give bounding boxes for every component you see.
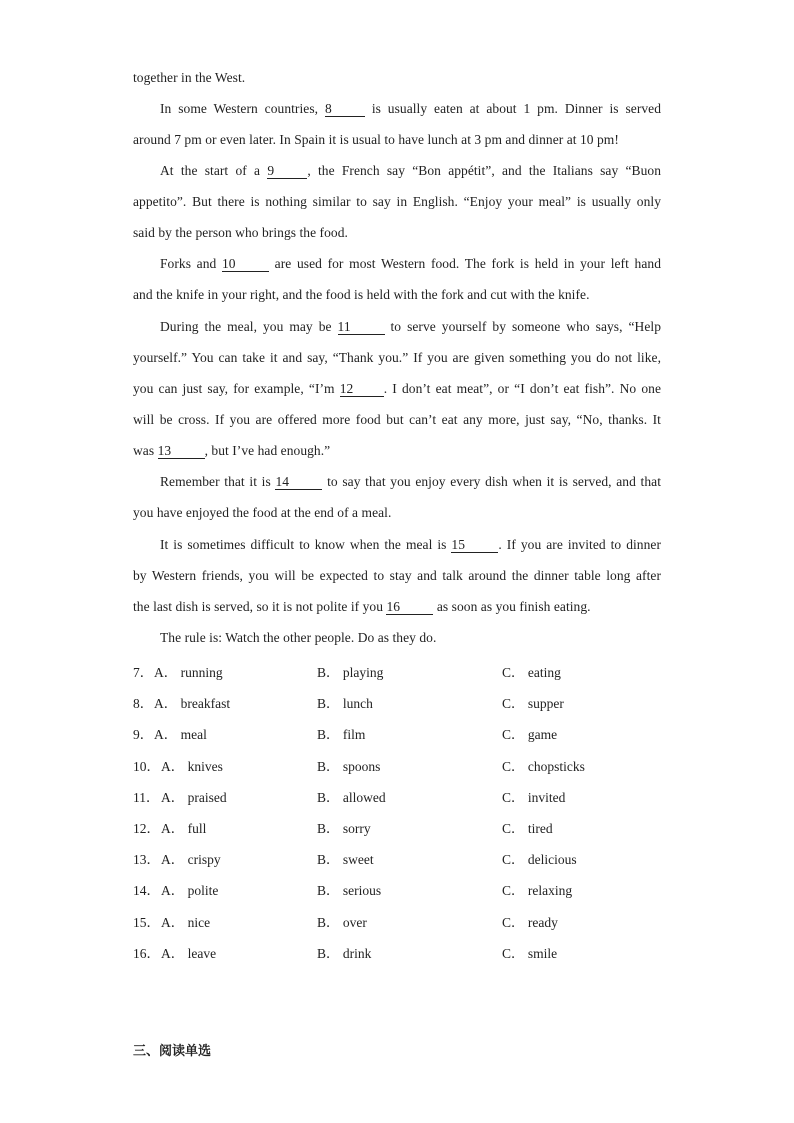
paragraph xyxy=(133,529,661,622)
question-number: 7． xyxy=(133,665,154,680)
option-b: B． serious xyxy=(317,883,382,898)
text-line xyxy=(133,497,661,528)
text-line xyxy=(133,622,661,653)
text-run: you can just say, for example, “I’m xyxy=(133,381,340,396)
text-run: as soon as you finish eating. xyxy=(433,599,591,614)
text-line xyxy=(133,404,661,435)
blank-8: 8 xyxy=(325,102,365,117)
text-run: , but I’ve had enough.” xyxy=(204,443,331,458)
text-run: are used for most Western food. The fork is held in your left hand xyxy=(269,256,661,271)
blank-13: 13 xyxy=(158,444,205,459)
option-a: A． breakfast xyxy=(154,696,231,711)
text-run: appetito”. But there is nothing similar to say in English. “Enjoy your meal” is usually only xyxy=(133,194,661,209)
option-a: A． running xyxy=(154,665,223,680)
option-c: C． relaxing xyxy=(502,883,573,898)
text-run: In some Western countries, xyxy=(160,101,325,116)
text-line xyxy=(133,186,661,217)
paragraph xyxy=(133,248,661,310)
text-line xyxy=(133,435,661,466)
text-run: you have enjoyed the food at the end of a meal. xyxy=(133,505,392,520)
option-b: B． spoons xyxy=(317,759,381,774)
text-line xyxy=(133,591,661,622)
option-a: A． meal xyxy=(154,727,207,742)
blank-14: 14 xyxy=(275,475,322,490)
text-run: was xyxy=(133,443,158,458)
option-c: C． supper xyxy=(502,696,564,711)
paragraph xyxy=(133,466,661,528)
text-line xyxy=(133,248,661,279)
option-c: C． invited xyxy=(502,790,566,805)
text-run: will be cross. If you are offered more food but can’t eat any more, just say, “No, thanks. It xyxy=(133,412,661,427)
question-number: 16． xyxy=(133,946,160,961)
text-run: . I don’t eat meat”, or “I don’t eat fish”. No one xyxy=(383,381,661,396)
text-run: . If you are invited to dinner xyxy=(498,537,661,552)
text-run: is usually eaten at about 1 pm. Dinner is served xyxy=(364,101,662,116)
paragraph xyxy=(133,62,661,93)
text-run: and the knife in your right, and the food is held with the fork and cut with the knife. xyxy=(133,287,590,302)
text-run: the last dish is served, so it is not polite if you xyxy=(133,599,387,614)
text-run: Forks and xyxy=(160,256,222,271)
option-c: C． smile xyxy=(502,946,558,961)
paragraph xyxy=(133,622,661,653)
text-run: said by the person who brings the food. xyxy=(133,225,348,240)
option-c: C． delicious xyxy=(502,852,577,867)
option-b: B． sorry xyxy=(317,821,371,836)
text-run: At the start of a xyxy=(160,163,268,178)
question-number: 12． xyxy=(133,821,160,836)
blank-12: 12 xyxy=(340,382,384,397)
option-a: A． crispy xyxy=(161,852,221,867)
text-run: Remember that it is xyxy=(160,474,276,489)
option-b: B． allowed xyxy=(317,790,386,805)
text-run: , the French say “Bon appétit”, and the Italians say “Buon xyxy=(307,163,661,178)
question-number: 11． xyxy=(133,790,160,805)
text-run: to say that you enjoy every dish when it is served, and that xyxy=(322,474,662,489)
text-run: The rule is: Watch the other people. Do as they do. xyxy=(160,630,437,645)
section-heading: 三、阅读单选 xyxy=(133,1044,212,1059)
paragraph xyxy=(133,155,661,248)
option-a: A． praised xyxy=(161,790,227,805)
text-run: around 7 pm or even later. In Spain it is usual to have lunch at 3 pm and dinner at 10 pm! xyxy=(133,132,619,147)
option-c: C． tired xyxy=(502,821,553,836)
question-number: 9． xyxy=(133,727,154,742)
option-a: A． knives xyxy=(161,759,223,774)
text-line xyxy=(133,560,661,591)
text-line xyxy=(133,373,661,404)
option-b: B． sweet xyxy=(317,852,374,867)
text-line xyxy=(133,466,661,497)
text-run: It is sometimes difficult to know when the meal is xyxy=(160,537,452,552)
text-line xyxy=(133,124,661,155)
text-line xyxy=(133,155,661,186)
option-b: B． lunch xyxy=(317,696,373,711)
option-a: A． leave xyxy=(161,946,217,961)
text-line xyxy=(133,529,661,560)
blank-16: 16 xyxy=(386,600,433,615)
question-number: 14． xyxy=(133,883,160,898)
question-number: 13． xyxy=(133,852,160,867)
option-b: B． film xyxy=(317,727,366,742)
option-b: B． over xyxy=(317,915,367,930)
blank-15: 15 xyxy=(451,538,498,553)
question-number: 15． xyxy=(133,915,160,930)
option-a: A． full xyxy=(161,821,207,836)
text-line xyxy=(133,342,661,373)
text-run: During the meal, you may be xyxy=(160,319,338,334)
paragraph xyxy=(133,311,661,466)
question-number: 8． xyxy=(133,696,154,711)
question-number: 10． xyxy=(133,759,160,774)
text-line xyxy=(133,93,661,124)
option-c: C． eating xyxy=(502,665,561,680)
text-line xyxy=(133,217,661,248)
option-c: C． ready xyxy=(502,915,558,930)
blank-10: 10 xyxy=(222,257,269,272)
text-run: by Western friends, you will be expected to stay and talk around the dinner table long after xyxy=(133,568,661,583)
option-a: A． nice xyxy=(161,915,211,930)
option-a: A． polite xyxy=(161,883,219,898)
option-b: B． playing xyxy=(317,665,384,680)
option-c: C． chopsticks xyxy=(502,759,585,774)
paragraph xyxy=(133,93,661,155)
text-line xyxy=(133,311,661,342)
blank-11: 11 xyxy=(338,320,385,335)
option-c: C． game xyxy=(502,727,558,742)
text-run: together in the West. xyxy=(133,70,246,85)
option-b: B． drink xyxy=(317,946,372,961)
blank-9: 9 xyxy=(267,164,307,179)
text-run: yourself.” You can take it and say, “Thank you.” If you are given something you do not like, xyxy=(133,350,661,365)
text-line xyxy=(133,279,661,310)
text-line xyxy=(133,62,661,93)
text-run: to serve yourself by someone who says, “Help xyxy=(384,319,661,334)
